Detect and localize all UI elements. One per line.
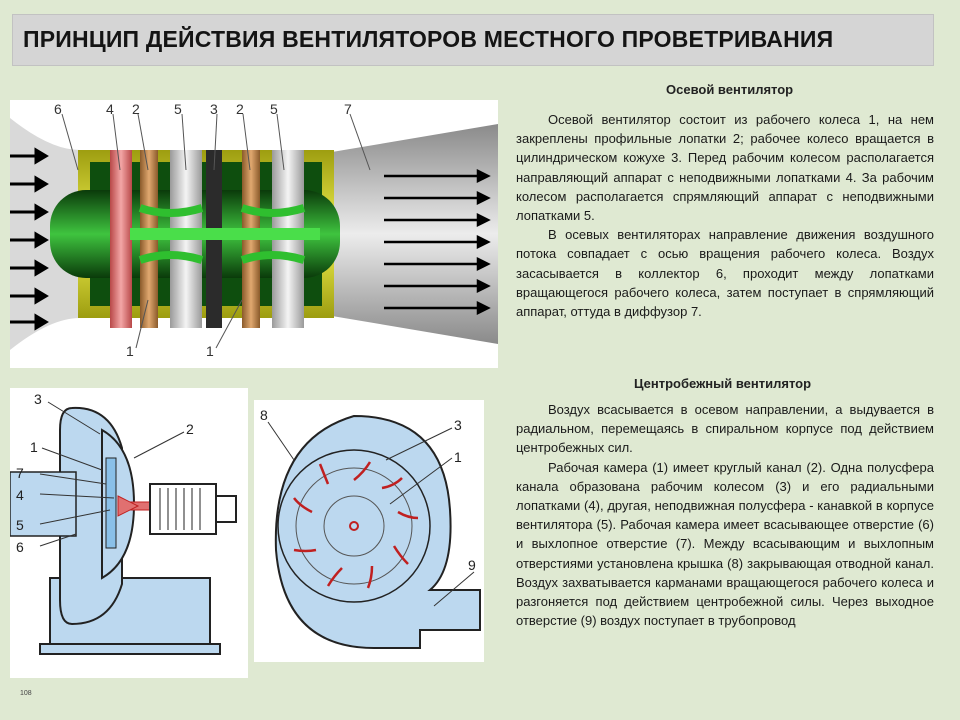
axial-label: 2 [236, 101, 244, 117]
title-bar [12, 14, 934, 66]
section-label: 5 [16, 517, 24, 533]
centrifugal-paragraph: Воздух всасывается в осевом направлении, а выдувается в радиальном, перемещаясь в спиральном корпусе под действием центробежных сил. [516, 402, 934, 456]
axial-label: 4 [106, 101, 114, 117]
axial-fan-diagram [10, 100, 498, 368]
front-label: 9 [468, 557, 476, 573]
section-label: 2 [186, 421, 194, 437]
axial-label: 1 [206, 343, 214, 359]
section-label: 7 [16, 465, 24, 481]
section-label: 3 [34, 391, 42, 407]
axial-label: 3 [210, 101, 218, 117]
section-label: 4 [16, 487, 24, 503]
axial-paragraph: В осевых вентиляторах направление движения воздушного потока совпадает с осью вращения рабочего колеса. Воздух засасывается в коллектор 6, проходит между лопатками вращающегося рабочего колеса, затем поступает в спрямляющий аппарат, оттуда в диффузор 7. [516, 227, 934, 320]
slide-number: 108 [20, 690, 32, 697]
section-label: 6 [16, 539, 24, 555]
front-label: 1 [454, 449, 462, 465]
section-label: 1 [30, 439, 38, 455]
axial-label: 5 [270, 101, 278, 117]
centrifugal-paragraph: Рабочая камера (1) имеет круглый канал (2). Одна полусфера канала образована рабочим колесом (3) и его радиальными лопатками (4), другая, неподвижная полусфера - канавкой в корпусе вентилятора (5). Рабочая камера имеет всасывающее отверстие (6) и выхлопное отверстие (7). Между всасывающим и выхлопным отверстиями установлена крышка (8) закрывающая отводной канал. Воздух захватывается карманами вращающегося рабочего колеса и разгоняется под действием центробежной силы. Через выходное отверстие (9) воздух поступает в трубопровод [516, 459, 934, 629]
axial-label: 1 [126, 343, 134, 359]
axial-description [516, 110, 934, 321]
centrifugal-section-diagram [10, 388, 248, 678]
centrifugal-heading: Центробежный вентилятор [634, 376, 812, 391]
centrifugal-front-diagram [254, 400, 484, 662]
axial-label: 7 [344, 101, 352, 117]
axial-label: 6 [54, 101, 62, 117]
axial-label: 2 [132, 101, 140, 117]
axial-label: 5 [174, 101, 182, 117]
front-label: 8 [260, 407, 268, 423]
axial-paragraph: Осевой вентилятор состоит из рабочего колеса 1, на нем закреплены профильные лопатки 2; рабочее колесо вращается в цилиндрическом кожухе 3. Перед рабочим колесом располагается направляющий аппарат с неподвижными лопатками 4. За рабочим колесом располагается спрямляющий аппарат с неподвижными лопатками 5. [516, 112, 934, 224]
axial-heading: Осевой вентилятор [666, 82, 794, 97]
centrifugal-description [516, 400, 934, 630]
front-label: 3 [454, 417, 462, 433]
page-title: ПРИНЦИП ДЕЙСТВИЯ ВЕНТИЛЯТОРОВ МЕСТНОГО ПРОВЕТРИВАНИЯ [23, 26, 834, 52]
